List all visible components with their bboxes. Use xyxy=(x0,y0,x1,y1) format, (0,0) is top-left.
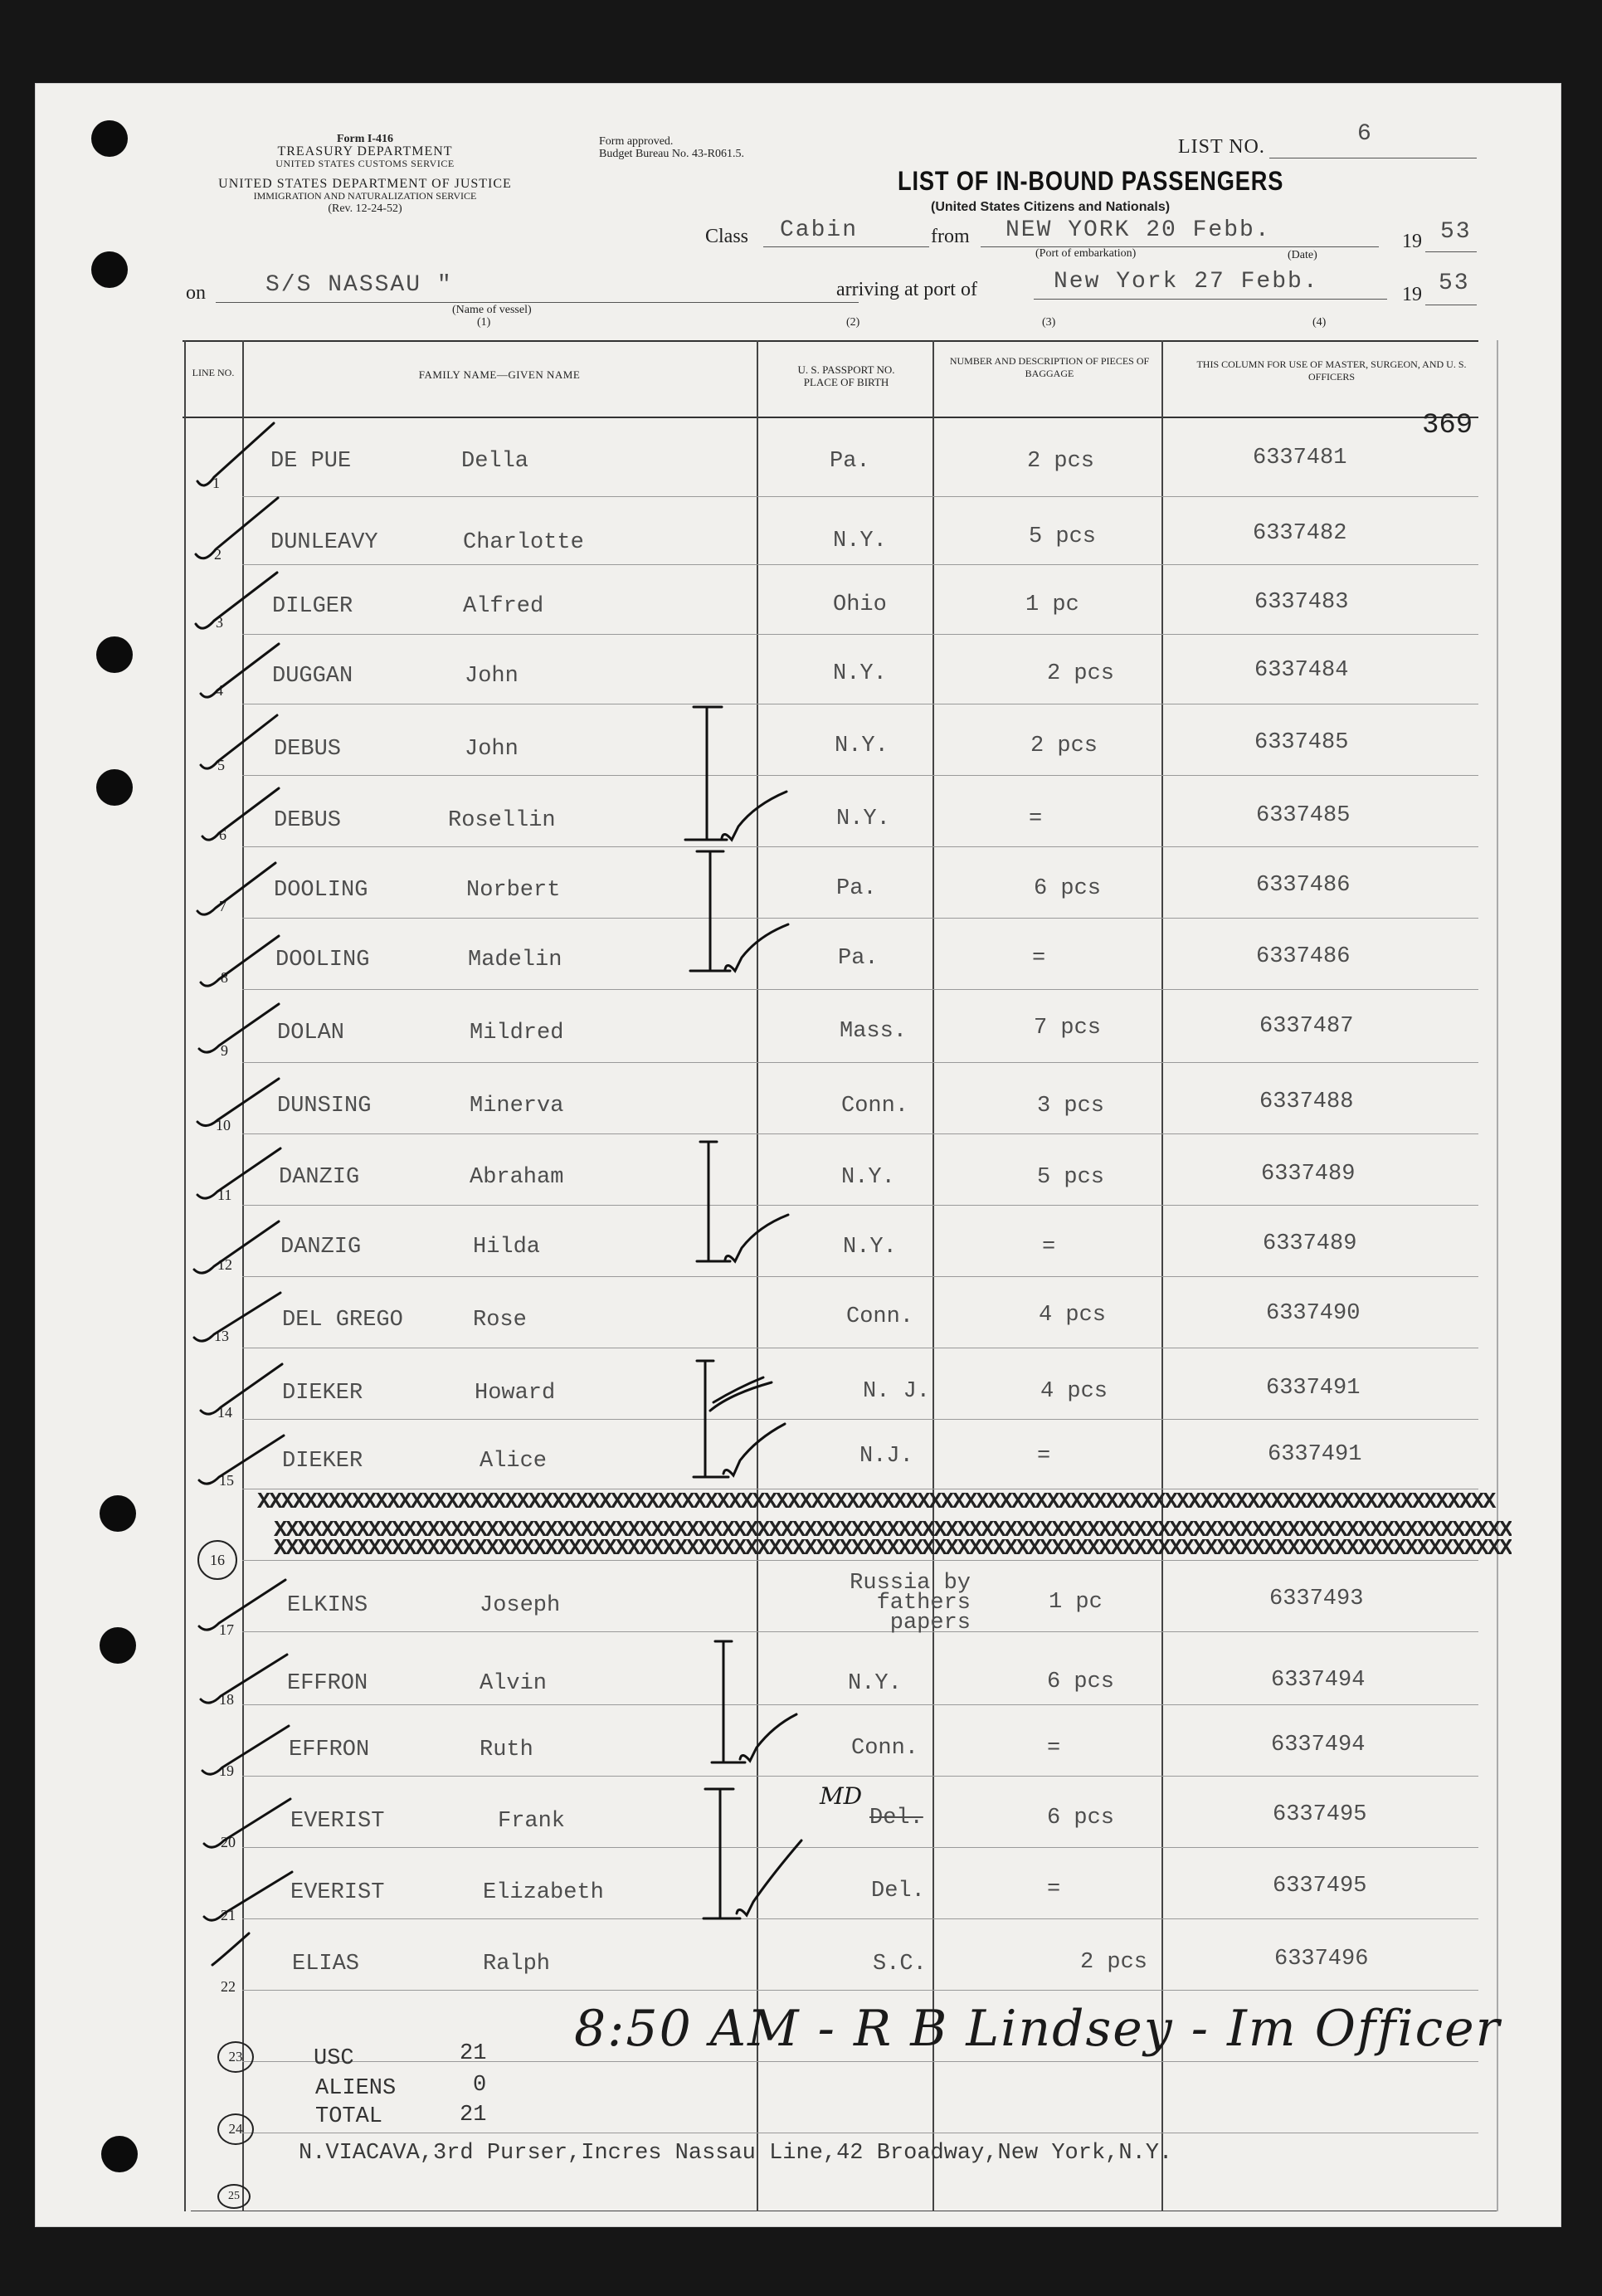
birth-place: Ohio xyxy=(833,592,887,617)
rev-label: (Rev. 12-24-52) xyxy=(328,202,402,215)
birth-place: Pa. xyxy=(836,876,877,901)
vessel-caption: (Name of vessel) xyxy=(452,304,532,316)
birth-place: N.Y. xyxy=(843,1235,897,1260)
column-2-number: (2) xyxy=(846,316,860,329)
row-rule xyxy=(242,496,1478,497)
col-header-officers: THIS COLUMN FOR USE OF MASTER, SURGEON, AND U. S. OFFICERS xyxy=(1196,358,1467,383)
officer-number: 6337493 xyxy=(1269,1587,1364,1611)
row-rule xyxy=(242,1847,1478,1848)
binder-hole xyxy=(96,636,133,673)
line-number: 4 xyxy=(216,682,223,699)
page-subtitle: (United States Citizens and Nationals) xyxy=(931,200,1171,214)
officer-number: 6337489 xyxy=(1263,1231,1357,1256)
aliens-label: ALIENS xyxy=(315,2076,397,2101)
birth-place: Pa. xyxy=(830,449,870,474)
date-caption: (Date) xyxy=(1288,249,1317,261)
baggage: 1 pc xyxy=(1049,1590,1103,1615)
birth-place: N.Y. xyxy=(836,807,890,831)
col-header-line-no: LINE NO. xyxy=(192,367,235,378)
ins-label: IMMIGRATION AND NATURALIZATION SERVICE xyxy=(253,190,477,202)
col-header-baggage: NUMBER AND DESCRIPTION OF PIECES OF BAGGAGE xyxy=(949,355,1150,379)
baggage: = xyxy=(1047,1877,1061,1902)
form-number: Form I-416 xyxy=(336,133,394,145)
year-prefix-1: 19 xyxy=(1402,231,1422,252)
birth-place: N.Y. xyxy=(841,1165,895,1190)
birth-place: Del. xyxy=(871,1879,925,1904)
officer-number: 6337481 xyxy=(1253,446,1347,470)
handwritten-md-note: MD xyxy=(820,1782,863,1810)
line-number: 24 xyxy=(217,2113,254,2145)
row-rule xyxy=(242,846,1478,847)
officer-number: 6337495 xyxy=(1273,1874,1367,1899)
given-name: Alice xyxy=(480,1449,548,1474)
family-name: DANZIG xyxy=(280,1235,362,1260)
passenger-table xyxy=(183,340,1478,2217)
family-name: EFFRON xyxy=(287,1671,368,1696)
family-name: DOLAN xyxy=(277,1021,345,1046)
column-4-number: (4) xyxy=(1312,316,1327,329)
line-number: 5 xyxy=(217,757,225,773)
line-number: 22 xyxy=(221,1978,236,1995)
row-rule xyxy=(242,1918,1478,1919)
officer-signature: 8:50 AM - R B Lindsey - Im Officer xyxy=(574,2000,1502,2058)
given-name: Alvin xyxy=(480,1671,548,1696)
given-name: John xyxy=(465,664,519,689)
officer-number: 6337485 xyxy=(1256,803,1351,828)
line-number: 9 xyxy=(221,1042,228,1059)
baggage: 6 pcs xyxy=(1034,876,1102,901)
officer-number: 6337486 xyxy=(1256,873,1351,898)
family-name: DE PUE xyxy=(270,449,352,474)
birth-place: Del. xyxy=(869,1806,923,1830)
row-rule xyxy=(242,1133,1478,1134)
baggage: = xyxy=(1032,946,1046,971)
line-number: 7 xyxy=(219,898,226,914)
row-rule xyxy=(242,2061,1478,2062)
line-number: 20 xyxy=(221,1834,236,1850)
binder-hole xyxy=(100,1495,136,1532)
list-no-value: 6 xyxy=(1357,121,1373,147)
total-label: TOTAL xyxy=(315,2104,383,2129)
given-name: Della xyxy=(461,449,529,474)
line-number: 25 xyxy=(217,2184,251,2209)
justice-label: UNITED STATES DEPARTMENT OF JUSTICE xyxy=(218,177,512,191)
officer-number: 6337482 xyxy=(1253,521,1347,546)
family-name: EVERIST xyxy=(290,1880,385,1905)
birth-place: N.Y. xyxy=(833,661,887,686)
birth-place: N. J. xyxy=(863,1379,931,1404)
port-embark-caption: (Port of embarkation) xyxy=(1035,247,1137,260)
line-number: 13 xyxy=(214,1328,229,1344)
arriving-label: arriving at port of xyxy=(836,279,977,300)
birth-place: Conn. xyxy=(851,1736,919,1761)
officer-number: 6337486 xyxy=(1256,944,1351,969)
given-name: Abraham xyxy=(470,1165,564,1190)
given-name: Charlotte xyxy=(463,530,584,555)
baggage: 1 pc xyxy=(1025,592,1079,617)
line-number: 10 xyxy=(216,1117,231,1133)
officer-number: 6337487 xyxy=(1259,1014,1354,1039)
family-name: EFFRON xyxy=(289,1738,370,1762)
baggage: = xyxy=(1047,1736,1061,1761)
row-rule xyxy=(242,775,1478,776)
line-number: 15 xyxy=(219,1472,234,1489)
baggage: = xyxy=(1029,807,1043,831)
column-3-number: (3) xyxy=(1042,316,1056,329)
baggage: 5 pcs xyxy=(1029,524,1097,549)
line-number: 8 xyxy=(221,969,228,986)
binder-hole xyxy=(101,2136,138,2172)
birth-place: N.Y. xyxy=(835,734,889,758)
officer-number: 6337484 xyxy=(1254,658,1349,683)
year-1: 53 xyxy=(1440,219,1472,245)
given-name: Mildred xyxy=(470,1021,564,1046)
given-name: Madelin xyxy=(468,948,562,973)
birth-place: Conn. xyxy=(841,1094,909,1119)
officer-number: 6337494 xyxy=(1271,1668,1366,1693)
vessel-value: S/S NASSAU " xyxy=(265,272,453,298)
row-rule xyxy=(242,564,1478,565)
page-title: LIST OF IN-BOUND PASSENGERS xyxy=(898,166,1284,196)
baggage: 7 pcs xyxy=(1034,1016,1102,1041)
given-name: Ralph xyxy=(483,1952,551,1977)
row-rule xyxy=(242,1205,1478,1206)
family-name: DOOLING xyxy=(274,878,368,903)
family-name: DEBUS xyxy=(274,808,342,833)
budget-bureau: Budget Bureau No. 43-R061.5. xyxy=(599,148,744,160)
birth-place: Pa. xyxy=(838,946,879,971)
officer-number: 6337483 xyxy=(1254,590,1349,615)
baggage: 3 pcs xyxy=(1037,1094,1105,1119)
col-header-passport: U. S. PASSPORT NO. PLACE OF BIRTH xyxy=(797,363,895,388)
given-name: Rosellin xyxy=(448,808,556,833)
officer-number: 6337496 xyxy=(1274,1947,1369,1972)
line-number: 23 xyxy=(217,2041,254,2073)
family-name: DIEKER xyxy=(282,1449,363,1474)
given-name: Minerva xyxy=(470,1094,564,1119)
line-number: 3 xyxy=(216,614,223,631)
birth-place: Russia by fathers papers xyxy=(850,1571,971,1635)
family-name: EVERIST xyxy=(290,1809,385,1834)
baggage: 2 pcs xyxy=(1080,1950,1148,1975)
birth-place: S.C. xyxy=(873,1952,927,1977)
given-name: Elizabeth xyxy=(483,1880,604,1905)
from-value: NEW YORK 20 Febb. xyxy=(1006,217,1271,243)
officer-number: 6337489 xyxy=(1261,1162,1356,1187)
line-number: 16 xyxy=(197,1540,237,1580)
form-header-left xyxy=(174,133,556,215)
officer-number: 6337488 xyxy=(1259,1090,1354,1114)
row-rule xyxy=(242,918,1478,919)
row-rule xyxy=(242,1776,1478,1777)
family-name: DUNSING xyxy=(277,1094,372,1119)
baggage: 2 pcs xyxy=(1030,734,1098,758)
binder-hole xyxy=(91,251,128,288)
baggage: 4 pcs xyxy=(1040,1379,1108,1404)
from-label: from xyxy=(931,226,970,247)
row-rule xyxy=(242,1276,1478,1277)
given-name: Rose xyxy=(473,1308,527,1333)
family-name: DUGGAN xyxy=(272,664,353,689)
aliens-value: 0 xyxy=(473,2073,487,2098)
family-name: DEL GREGO xyxy=(282,1308,403,1333)
family-name: DILGER xyxy=(272,594,353,619)
row-rule xyxy=(242,1062,1478,1063)
family-name: DOOLING xyxy=(275,948,370,973)
binder-hole xyxy=(100,1627,136,1664)
baggage: 5 pcs xyxy=(1037,1165,1105,1190)
birth-place: N.Y. xyxy=(833,529,887,553)
given-name: Ruth xyxy=(480,1738,533,1762)
family-name: DEBUS xyxy=(274,737,342,762)
baggage: 6 pcs xyxy=(1047,1806,1115,1830)
customs-label: UNITED STATES CUSTOMS SERVICE xyxy=(275,158,455,169)
line-number: 19 xyxy=(219,1762,234,1779)
line-number: 2 xyxy=(214,546,222,563)
family-name: ELKINS xyxy=(287,1593,368,1618)
column-1-number: (1) xyxy=(477,316,491,329)
class-label: Class xyxy=(705,226,749,247)
baggage: 4 pcs xyxy=(1039,1303,1107,1328)
form-approved: Form approved. xyxy=(599,135,674,148)
officer-number: 6337490 xyxy=(1266,1301,1361,1326)
line-number: 1 xyxy=(212,475,220,491)
given-name: John xyxy=(465,737,519,762)
given-name: Norbert xyxy=(466,878,561,903)
form-approved-block xyxy=(599,135,744,160)
given-name: Hilda xyxy=(473,1235,541,1260)
purser-line: N.VIACAVA,3rd Purser,Incres Nassau Line,42 Broadway,New York,N.Y. xyxy=(299,2141,1173,2166)
row-rule xyxy=(242,989,1478,990)
line-number: 17 xyxy=(219,1621,234,1638)
officer-number: 6337485 xyxy=(1254,730,1349,755)
list-no-label: LIST NO. xyxy=(1178,136,1265,158)
on-label: on xyxy=(186,282,206,304)
row-rule xyxy=(242,634,1478,635)
line-number: 6 xyxy=(219,826,226,843)
arrival-value: New York 27 Febb. xyxy=(1054,269,1319,295)
usc-value: 21 xyxy=(460,2041,487,2066)
baggage: = xyxy=(1037,1444,1051,1469)
given-name: Frank xyxy=(498,1809,566,1834)
total-value: 21 xyxy=(460,2103,487,2128)
birth-place: Mass. xyxy=(840,1019,908,1044)
year-2: 53 xyxy=(1439,271,1470,296)
given-name: Howard xyxy=(475,1381,556,1406)
family-name: ELIAS xyxy=(292,1952,360,1977)
class-value: Cabin xyxy=(780,217,859,243)
treasury-label: TREASURY DEPARTMENT xyxy=(277,144,453,158)
binder-hole xyxy=(91,120,128,157)
family-name: DANZIG xyxy=(279,1165,360,1190)
line-number: 14 xyxy=(217,1404,232,1421)
family-name: DIEKER xyxy=(282,1381,363,1406)
baggage: 6 pcs xyxy=(1047,1670,1115,1694)
row-rule xyxy=(242,1419,1478,1420)
given-name: Alfred xyxy=(463,594,544,619)
officer-number: 6337491 xyxy=(1268,1442,1362,1467)
family-name: DUNLEAVY xyxy=(270,530,378,555)
given-name: Joseph xyxy=(480,1593,561,1618)
line-number: 11 xyxy=(217,1187,232,1203)
birth-place: N.J. xyxy=(859,1444,913,1469)
line-number: 18 xyxy=(219,1691,234,1708)
row-rule xyxy=(242,1704,1478,1705)
baggage: = xyxy=(1042,1235,1056,1260)
col-header-name: FAMILY NAME—GIVEN NAME xyxy=(418,368,581,381)
birth-place: N.Y. xyxy=(848,1671,902,1696)
line-number: 12 xyxy=(217,1256,232,1273)
officer-number: 6337491 xyxy=(1266,1376,1361,1401)
birth-place: Conn. xyxy=(846,1304,914,1329)
usc-label: USC xyxy=(314,2046,354,2071)
row-rule xyxy=(242,1990,1478,1991)
binder-hole xyxy=(96,769,133,806)
stamp-number: 369 xyxy=(1422,410,1473,441)
officer-number: 6337495 xyxy=(1273,1802,1367,1827)
baggage: 2 pcs xyxy=(1047,661,1115,686)
baggage: 2 pcs xyxy=(1027,449,1095,474)
officer-number: 6337494 xyxy=(1271,1733,1366,1757)
line-number: 21 xyxy=(221,1907,236,1923)
year-prefix-2: 19 xyxy=(1402,284,1422,305)
